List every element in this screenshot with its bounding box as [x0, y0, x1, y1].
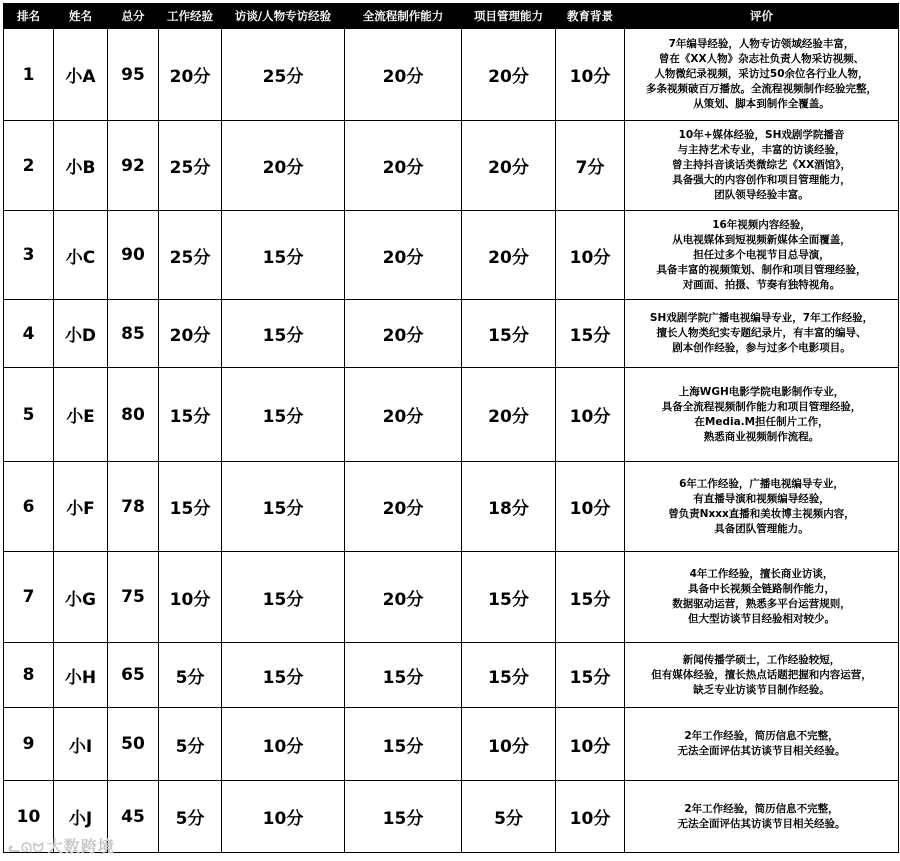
- cell-evaluation: [625, 121, 899, 211]
- table-row: [4, 462, 899, 552]
- evaluation-line: 7年编导经验，人物专访领域经验丰富，: [668, 38, 855, 50]
- table-row: [4, 708, 899, 781]
- cell-work-experience: 25分: [159, 121, 222, 211]
- cell-interview-experience: 15分: [222, 552, 345, 643]
- cat-logo-icon: ᓚᘏᗢ: [8, 841, 45, 856]
- table-row: [4, 211, 899, 300]
- cell-production-ability: 15分: [345, 643, 462, 708]
- cell-education: 7分: [556, 121, 625, 211]
- cell-rank: 7: [4, 552, 54, 643]
- table-row: [4, 29, 899, 121]
- cell-evaluation: [625, 552, 899, 643]
- header-rank: 排名: [4, 4, 54, 29]
- evaluation-line: 担任过多个电视节目总导演，: [693, 248, 830, 261]
- header-work-experience: 工作经验: [159, 4, 222, 29]
- table-row: [4, 781, 899, 853]
- cell-interview-experience: 15分: [222, 211, 345, 300]
- header-production-ability: 全流程制作能力: [345, 4, 462, 29]
- table-header-row: [4, 4, 899, 29]
- cell-name: 小F: [54, 462, 108, 552]
- cell-production-ability: 20分: [345, 211, 462, 300]
- cell-production-ability: 20分: [345, 552, 462, 643]
- cell-rank: 9: [4, 708, 54, 781]
- evaluation-line: 与主持艺术专业，丰富的访谈经验，: [677, 144, 846, 156]
- evaluation-line: 具备丰富的视频策划、制作和项目管理经验，: [656, 263, 867, 276]
- header-evaluation: 评价: [625, 4, 899, 29]
- cell-interview-experience: 15分: [222, 462, 345, 552]
- evaluation-line: 熟悉商业视频制作流程。: [703, 430, 820, 443]
- cell-name: 小D: [54, 300, 108, 368]
- cell-education: 15分: [556, 643, 625, 708]
- table-row: [4, 552, 899, 643]
- cell-name: 小B: [54, 121, 108, 211]
- cell-evaluation: [625, 368, 899, 462]
- cell-education: 15分: [556, 300, 625, 368]
- cell-education: 10分: [556, 781, 625, 853]
- evaluation-line: 擅长人物类纪实专题纪录片，有丰富的编导、: [656, 327, 867, 339]
- evaluation-line: 人物微纪录视频，采访过50余位各行业人物，: [654, 68, 869, 80]
- cell-education: 15分: [556, 552, 625, 643]
- table-body: [4, 29, 899, 853]
- cell-evaluation: [625, 211, 899, 300]
- evaluation-line: 无法全面评估其访谈节目相关经验。: [677, 745, 846, 757]
- evaluation-line: 曾在《XX人物》杂志社负责人物采访视频、: [658, 53, 865, 65]
- cell-management-ability: 18分: [462, 462, 556, 552]
- cell-interview-experience: 10分: [222, 781, 345, 853]
- cell-name: 小A: [54, 29, 108, 121]
- cell-production-ability: 15分: [345, 781, 462, 853]
- evaluation-line: 6年工作经验，广播电视编导专业，: [679, 477, 844, 490]
- cell-management-ability: 15分: [462, 552, 556, 643]
- cell-management-ability: 5分: [462, 781, 556, 853]
- cell-interview-experience: 10分: [222, 708, 345, 781]
- evaluation-line: 上海WGH电影学院电影制作专业，: [678, 385, 845, 398]
- cell-education: 10分: [556, 368, 625, 462]
- cell-education: 10分: [556, 29, 625, 121]
- cell-total: 45: [108, 781, 159, 853]
- cell-production-ability: 20分: [345, 462, 462, 552]
- evaluation-line: 具备全流程视频制作能力和项目管理经验，: [661, 400, 862, 413]
- cell-work-experience: 25分: [159, 211, 222, 300]
- header-management-ability: 项目管理能力: [462, 4, 556, 29]
- evaluation-line: 缺乏专业访谈节目制作经验。: [693, 683, 830, 696]
- evaluation-line: 新闻传播学硕士，工作经验较短，: [682, 653, 841, 666]
- table-row: [4, 368, 899, 462]
- cell-rank: 5: [4, 368, 54, 462]
- cell-education: 10分: [556, 708, 625, 781]
- evaluation-line: 有直播导演和视频编导经验，: [693, 492, 830, 505]
- cell-total: 50: [108, 708, 159, 781]
- evaluation-line: 团队领导经验丰富。: [714, 189, 809, 201]
- cell-management-ability: 10分: [462, 708, 556, 781]
- cell-evaluation: [625, 29, 899, 121]
- evaluation-line: 剧本创作经验，参与过多个电影项目。: [672, 342, 851, 354]
- cell-total: 95: [108, 29, 159, 121]
- evaluation-line: 对画面、拍摄、节奏有独特视角。: [682, 278, 841, 291]
- evaluation-line: 从策划、脚本到制作全覆盖。: [693, 98, 830, 110]
- candidate-evaluation-table: [3, 3, 899, 853]
- evaluation-line: 16年视频内容经验，: [712, 218, 811, 231]
- cell-production-ability: 20分: [345, 368, 462, 462]
- cell-work-experience: 20分: [159, 29, 222, 121]
- cell-rank: 8: [4, 643, 54, 708]
- cell-interview-experience: 15分: [222, 368, 345, 462]
- cell-work-experience: 5分: [159, 708, 222, 781]
- cell-rank: 2: [4, 121, 54, 211]
- cell-interview-experience: 15分: [222, 300, 345, 368]
- table-row: [4, 121, 899, 211]
- cell-work-experience: 10分: [159, 552, 222, 643]
- cell-rank: 3: [4, 211, 54, 300]
- cell-rank: 6: [4, 462, 54, 552]
- cell-total: 92: [108, 121, 159, 211]
- evaluation-line: 具备强大的内容创作和项目管理能力，: [672, 174, 851, 186]
- cell-name: 小I: [54, 708, 108, 781]
- header-education: 教育背景: [556, 4, 625, 29]
- cell-evaluation: [625, 643, 899, 708]
- cell-total: 78: [108, 462, 159, 552]
- cell-production-ability: 15分: [345, 708, 462, 781]
- evaluation-line: 在Media.M担任制片工作，: [694, 415, 829, 428]
- cell-production-ability: 20分: [345, 121, 462, 211]
- evaluation-line: 但大型访谈节目经验相对较少。: [688, 613, 835, 625]
- evaluation-line: 2年工作经验，简历信息不完整，: [684, 730, 839, 742]
- evaluation-line: 具备团队管理能力。: [714, 522, 809, 535]
- cell-total: 85: [108, 300, 159, 368]
- cell-work-experience: 5分: [159, 781, 222, 853]
- table-row: [4, 300, 899, 368]
- cell-total: 90: [108, 211, 159, 300]
- evaluation-line: 10年+媒体经验，SH戏剧学院播音: [678, 129, 845, 141]
- evaluation-line: 数据驱动运营，熟悉多平台运营规则，: [672, 598, 851, 610]
- cell-evaluation: [625, 462, 899, 552]
- cell-interview-experience: 15分: [222, 643, 345, 708]
- cell-evaluation: [625, 300, 899, 368]
- cell-education: 10分: [556, 211, 625, 300]
- cell-rank: 1: [4, 29, 54, 121]
- cell-name: 小H: [54, 643, 108, 708]
- cell-work-experience: 15分: [159, 368, 222, 462]
- evaluation-line: SH戏剧学院广播电视编导专业，7年工作经验，: [649, 312, 874, 324]
- header-name: 姓名: [54, 4, 108, 29]
- cell-interview-experience: 25分: [222, 29, 345, 121]
- watermark: [8, 834, 115, 857]
- cell-production-ability: 20分: [345, 300, 462, 368]
- cell-management-ability: 20分: [462, 121, 556, 211]
- cell-evaluation: [625, 708, 899, 781]
- cell-total: 65: [108, 643, 159, 708]
- evaluation-line: 4年工作经验，擅长商业访谈，: [689, 568, 834, 580]
- evaluation-line: 曾负责Nxxx直播和美妆博主视频内容，: [668, 507, 855, 520]
- evaluation-line: 曾主持抖音谈话类微综艺《XX酒馆》，: [672, 159, 851, 171]
- cell-total: 75: [108, 552, 159, 643]
- cell-name: 小E: [54, 368, 108, 462]
- cell-rank: 10: [4, 781, 54, 853]
- cell-evaluation: [625, 781, 899, 853]
- cell-management-ability: 15分: [462, 643, 556, 708]
- evaluation-line: 具备中长视频全链路制作能力，: [688, 583, 835, 595]
- cell-management-ability: 20分: [462, 368, 556, 462]
- header-interview-experience: 访谈/人物专访经验: [222, 4, 345, 29]
- cell-name: 小C: [54, 211, 108, 300]
- evaluation-line: 但有媒体经验，擅长热点话题把握和内容运营，: [651, 668, 872, 681]
- table-row: [4, 643, 899, 708]
- evaluation-line: 多条视频破百万播放。全流程视频制作经验完整，: [646, 83, 877, 95]
- cell-work-experience: 15分: [159, 462, 222, 552]
- cell-total: 80: [108, 368, 159, 462]
- cell-interview-experience: 20分: [222, 121, 345, 211]
- evaluation-line: 从电视媒体到短视频新媒体全面覆盖，: [672, 233, 851, 246]
- cell-work-experience: 5分: [159, 643, 222, 708]
- cell-education: 10分: [556, 462, 625, 552]
- cell-work-experience: 20分: [159, 300, 222, 368]
- evaluation-line: 2年工作经验，简历信息不完整，: [684, 802, 839, 815]
- cell-name: 小J: [54, 781, 108, 853]
- cell-management-ability: 20分: [462, 29, 556, 121]
- cell-management-ability: 20分: [462, 211, 556, 300]
- cell-rank: 4: [4, 300, 54, 368]
- header-total: 总分: [108, 4, 159, 29]
- evaluation-line: 无法全面评估其访谈节目相关经验。: [677, 817, 846, 830]
- cell-name: 小G: [54, 552, 108, 643]
- cell-production-ability: 20分: [345, 29, 462, 121]
- cell-management-ability: 15分: [462, 300, 556, 368]
- watermark-text: 大数跨境: [46, 837, 115, 856]
